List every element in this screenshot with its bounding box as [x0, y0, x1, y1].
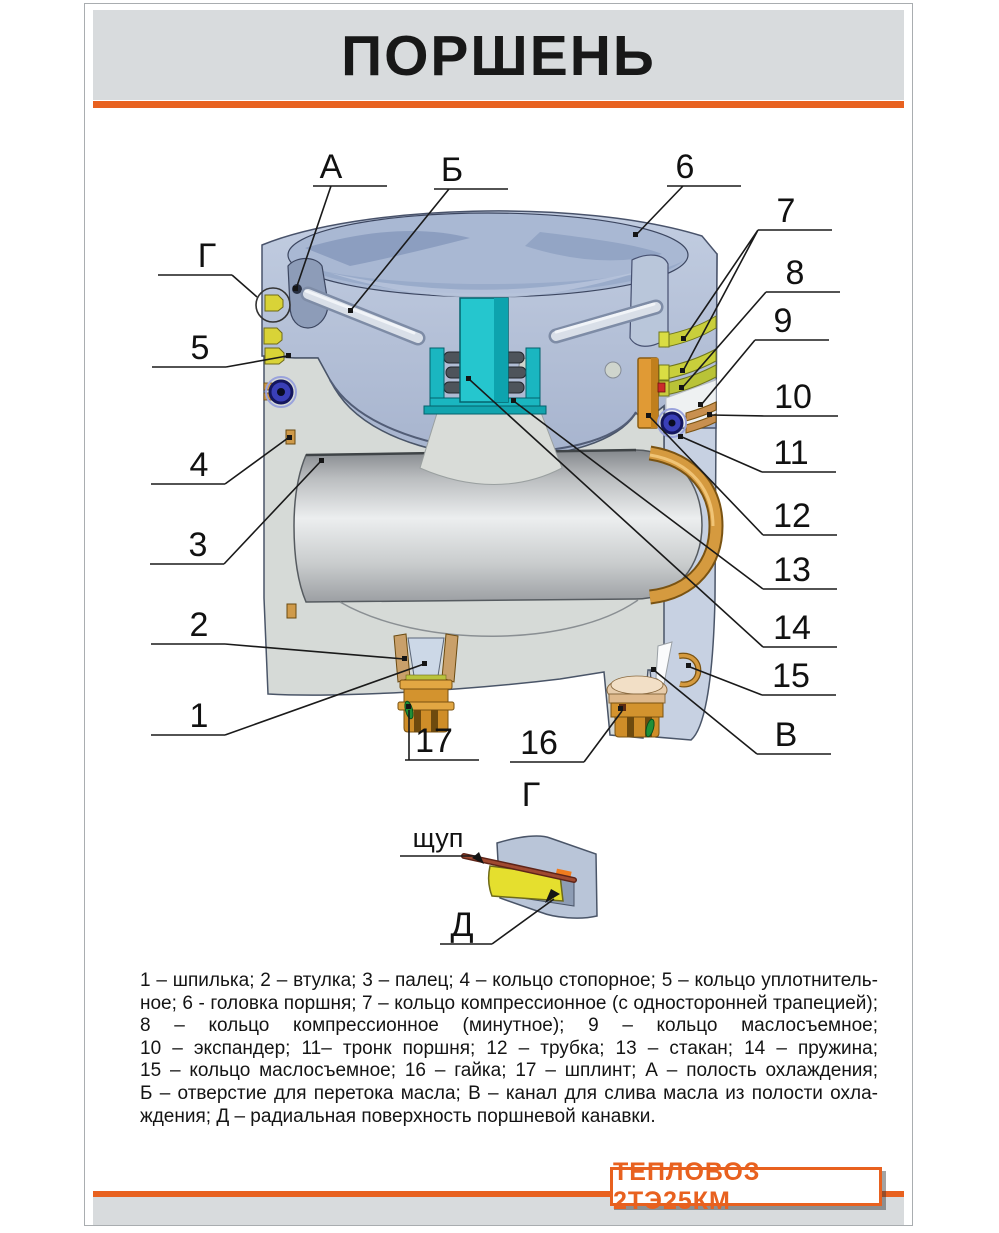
seal-ring-1 — [265, 295, 283, 311]
legend-line: Б – отверстие для перетока масла; В – канал для слива масла из полости охла- — [140, 1082, 878, 1104]
callout-g: Г — [197, 237, 217, 275]
nut-assembly-left — [394, 634, 458, 732]
probe-label: щуп — [412, 823, 464, 853]
center-tube — [460, 298, 508, 402]
page-title: ПОРШЕНЬ — [341, 24, 656, 88]
legend-line: 15 – кольцо маслосъемное; 16 – гайка; 17 – шплинт; А – полость охлаждения; — [140, 1060, 878, 1082]
piston-crown-bowl — [288, 213, 688, 298]
poster-frame — [84, 3, 913, 1226]
callout-6: 6 — [675, 148, 695, 186]
legend-line: 10 – экспандер; 11– тронк поршня; 12 – трубка; 13 – стакан; 14 – пружина; — [140, 1037, 878, 1059]
legend-line: 8 – кольцо компрессионное (минутное); 9 – кольцо маслосъемное; — [140, 1015, 878, 1037]
stop-ring-bottom — [287, 604, 296, 618]
view-label-g: Г — [521, 776, 541, 814]
callout-5: 5 — [190, 329, 210, 367]
seal-ring-2 — [264, 328, 282, 344]
stud — [408, 638, 444, 676]
callout-13: 13 — [773, 551, 811, 589]
callout-10: 10 — [774, 378, 812, 416]
callout-15: 15 — [772, 657, 810, 695]
callout-11: 11 — [773, 434, 809, 472]
locomotive-badge: ТЕПЛОВОЗ 2ТЭ25КМ — [610, 1167, 882, 1206]
header-accent-rule — [93, 101, 904, 108]
callout-16: 16 — [520, 724, 558, 762]
callout-2: 2 — [189, 606, 209, 644]
callout-a: А — [319, 148, 343, 186]
legend-line: 1 – шпилька; 2 – втулка; 3 – палец; 4 – кольцо стопорное; 5 – кольцо уплотнитель- — [140, 970, 878, 991]
callout-d: Д — [450, 906, 474, 944]
seal-ring-3 — [265, 348, 284, 364]
callout-1: 1 — [189, 697, 209, 735]
callout-8: 8 — [785, 254, 805, 292]
callout-3: 3 — [188, 526, 208, 564]
callout-b: Б — [440, 151, 464, 189]
callout-14: 14 — [773, 609, 811, 647]
legend-line: ное; 6 - головка поршня; 7 – кольцо компрессионное (с односторонней трапецией); — [140, 992, 878, 1014]
callout-4: 4 — [189, 446, 209, 484]
red-element — [658, 383, 665, 392]
piston-cutaway-diagram — [85, 114, 912, 966]
poster-header — [93, 10, 904, 100]
callout-9: 9 — [773, 302, 793, 340]
legend-text — [140, 970, 878, 1128]
callout-7: 7 — [776, 192, 796, 230]
boss-hole-right — [605, 362, 621, 378]
groove-gauge-detail — [464, 836, 597, 918]
callout-12: 12 — [773, 497, 811, 535]
legend-line: ждения; Д – радиальная поверхность поршневой канавки. — [140, 1105, 656, 1127]
callout-17: 17 — [415, 722, 453, 760]
callout-v: В — [774, 716, 798, 754]
